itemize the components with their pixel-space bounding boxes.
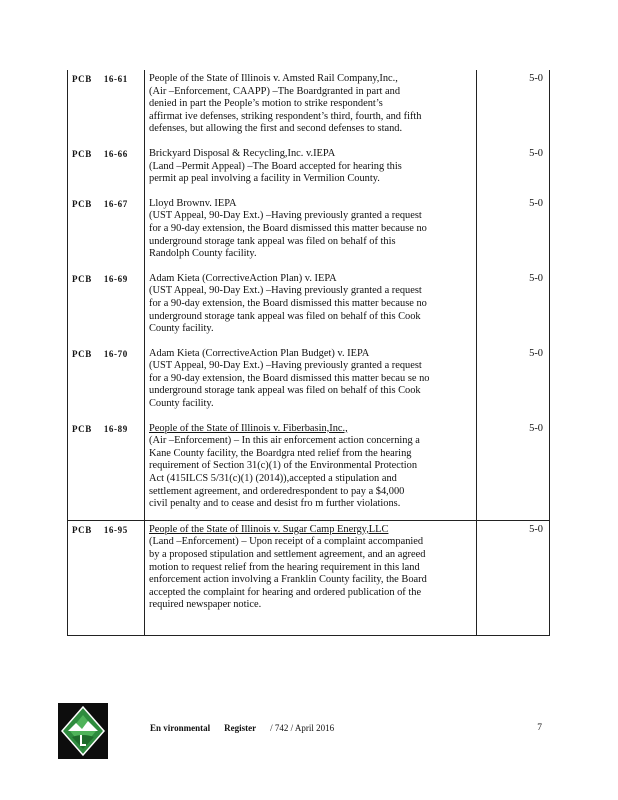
case-number-cell	[68, 270, 145, 345]
case-title: Lloyd Brownv. IEPA	[149, 197, 237, 209]
case-description-cell	[145, 345, 477, 420]
case-row	[68, 145, 550, 195]
case-description-line: (Land –Permit Appeal) –The Board accepted for hearing this	[149, 160, 402, 172]
case-description-line: underground storage tank appeal was filed on behalf of this	[149, 235, 396, 247]
case-description-line: accepted the complaint for hearing and ordered publication of the	[149, 586, 422, 598]
case-description-line: for a 90-day extension, the Board dismissed this matter because no	[149, 222, 427, 234]
case-board-code: PCB	[72, 273, 92, 284]
case-number-cell	[68, 195, 145, 270]
case-number: 16-61	[103, 74, 128, 84]
case-number-cell	[68, 345, 145, 420]
case-vote: 5-0	[477, 270, 550, 345]
footer-publication-word2: Register	[224, 723, 257, 733]
case-vote: 5-0	[477, 345, 550, 420]
case-description-line: for a 90-day extension, the Board dismissed this matter because no	[149, 297, 427, 309]
case-row	[68, 270, 550, 345]
case-number: 16-67	[103, 198, 128, 209]
case-description-line: (Air –Enforcement) – In this air enforcement action concerning a	[149, 435, 420, 447]
case-description-line: settlement agreement, and orderedrespondent to pay a $4,000	[149, 485, 405, 497]
case-number: 16-69	[103, 273, 128, 284]
case-vote: 5-0	[477, 70, 550, 145]
case-title: Brickyard Disposal & Recycling,Inc. v.IEPA	[149, 147, 336, 159]
case-number-cell	[68, 420, 145, 521]
case-description-line: (Land –Enforcement) – Upon receipt of a complaint accompanied	[149, 536, 424, 548]
case-description-line: (UST Appeal, 90-Day Ext.) –Having previously granted a request	[149, 285, 422, 297]
case-title: People of the State of Illinois v. Sugar Camp Energy,LLC	[149, 523, 389, 535]
case-vote: 5-0	[477, 520, 550, 635]
case-row	[68, 420, 550, 521]
case-number: 16-95	[103, 524, 128, 535]
page-footer	[58, 703, 548, 759]
case-row	[68, 70, 550, 145]
case-vote: 5-0	[477, 145, 550, 195]
case-description-line: (UST Appeal, 90-Day Ext.) –Having previously granted a request	[149, 360, 422, 372]
case-description-cell	[145, 520, 477, 635]
case-description-cell	[145, 195, 477, 270]
page-number: 7	[537, 723, 542, 733]
case-board-code: PCB	[72, 198, 92, 209]
case-board-code: PCB	[72, 148, 92, 159]
case-number-cell	[68, 145, 145, 195]
case-title: People of the State of Illinois v. Amsted Rail Company,Inc.,	[149, 73, 398, 84]
case-description-line: required newspaper notice.	[149, 599, 262, 611]
case-description-line: County facility.	[149, 398, 214, 410]
environmental-register-logo	[58, 703, 108, 759]
case-description-line: defenses, but allowing the first and second defenses to stand.	[149, 123, 403, 135]
case-number-cell	[68, 520, 145, 635]
case-number-cell	[68, 70, 145, 145]
case-description-line: underground storage tank appeal was filed on behalf of this Cook	[149, 385, 421, 397]
footer-citation	[150, 723, 334, 733]
case-description-line: (UST Appeal, 90-Day Ext.) –Having previously granted a request	[149, 210, 422, 222]
case-board-code: PCB	[72, 423, 92, 434]
case-description-line: denied in part the People’s motion to strike respondent’s	[149, 98, 383, 110]
case-description-line: Act (415ILCS 5/31(c)(1) (2014)),accepted a stipulation and	[149, 473, 397, 485]
case-description-cell	[145, 270, 477, 345]
case-board-code: PCB	[72, 524, 92, 535]
case-board-code: PCB	[72, 74, 92, 84]
case-description-line: requirement of Section 31(c)(1) of the Environmental Protection	[149, 460, 418, 472]
case-table-body	[68, 70, 550, 635]
case-vote: 5-0	[477, 195, 550, 270]
case-description-line: underground storage tank appeal was filed on behalf of this Cook	[149, 310, 421, 322]
case-table	[67, 70, 550, 636]
case-row	[68, 345, 550, 420]
case-description-line: by a proposed stipulation and settlement agreement, and an agreed	[149, 549, 426, 560]
case-title: Adam Kieta (CorrectiveAction Plan) v. IEPA	[149, 272, 337, 284]
case-description-line: affirmat ive defenses, striking respondent’s third, fourth, and fifth	[149, 110, 422, 122]
case-description-line: civil penalty and to cease and desist fro m further violations.	[149, 498, 401, 510]
case-description-line: motion to request relief from the hearing requirement in this land	[149, 561, 420, 573]
case-description-line: for a 90-day extension, the Board dismissed this matter becau se no	[149, 372, 430, 384]
case-vote: 5-0	[477, 420, 550, 521]
case-description-line: Randolph County facility.	[149, 248, 257, 260]
case-title: People of the State of Illinois v. Fiberbasin,Inc.,	[149, 422, 348, 434]
footer-issue: / 742 / April 2016	[270, 723, 335, 733]
case-description-line: Kane County facility, the Boardgra nted relief from the hearing	[149, 447, 412, 459]
case-board-code: PCB	[72, 348, 92, 359]
case-description-cell	[145, 145, 477, 195]
case-title: Adam Kieta (CorrectiveAction Plan Budget) v. IEPA	[149, 347, 370, 359]
case-description-line: enforcement action involving a Franklin County facility, the Board	[149, 574, 427, 586]
footer-publication-word1: En vironmental	[150, 723, 211, 733]
case-number: 16-66	[103, 148, 128, 159]
case-number: 16-70	[103, 348, 128, 359]
case-row	[68, 520, 550, 635]
case-description-cell	[145, 70, 477, 145]
case-row	[68, 195, 550, 270]
case-description-line: (Air –Enforcement, CAAPP) –The Boardgranted in part and	[149, 85, 401, 97]
case-description-line: permit ap peal involving a facility in Vermilion County.	[149, 173, 380, 185]
case-description-line: County facility.	[149, 323, 214, 335]
case-description-cell	[145, 420, 477, 521]
case-number: 16-89	[103, 423, 128, 434]
